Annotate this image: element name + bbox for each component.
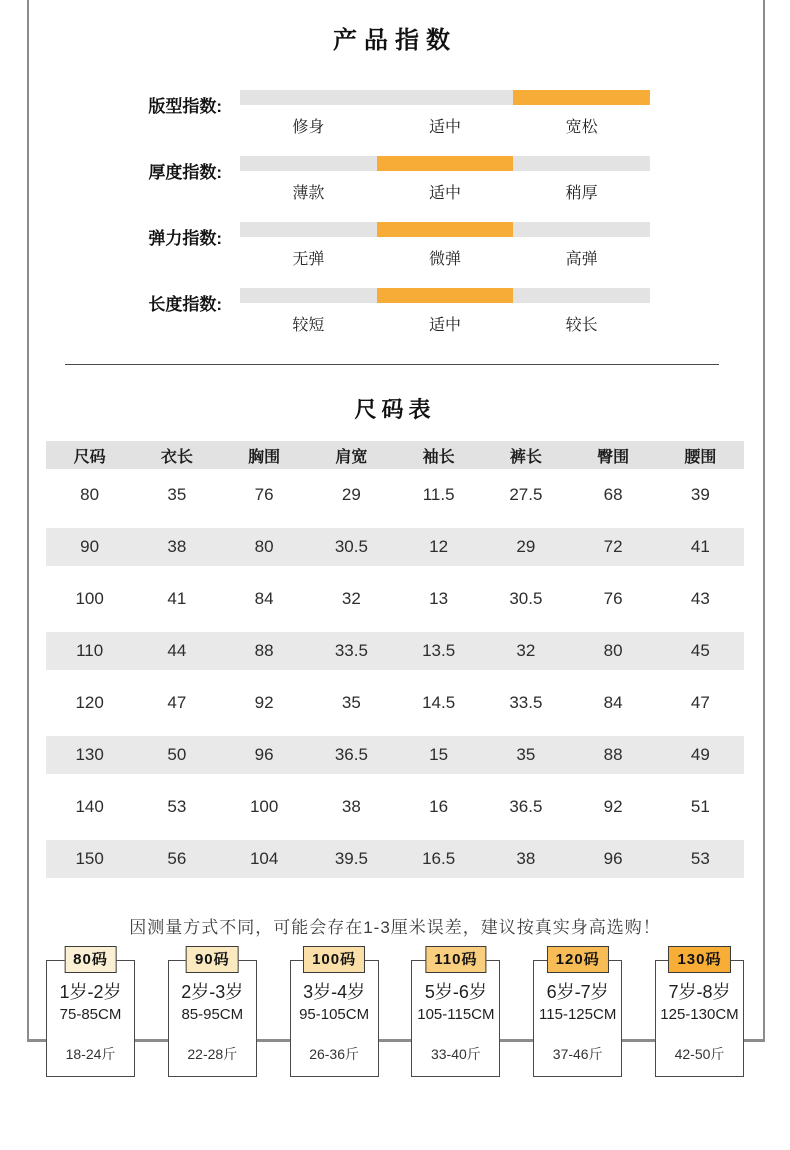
table-row bbox=[46, 677, 744, 729]
bar-segment bbox=[513, 288, 650, 303]
size-cards bbox=[46, 946, 744, 1077]
table-cell: 29 bbox=[341, 485, 361, 504]
table-cell: 68 bbox=[603, 485, 623, 504]
table-cell: 35 bbox=[516, 745, 536, 764]
card-size-tag: 90码 bbox=[186, 946, 239, 973]
table-cell: 80 bbox=[254, 537, 274, 556]
table-cell: 44 bbox=[167, 641, 187, 660]
bar-segment bbox=[377, 222, 514, 237]
indicator-option: 高弹 bbox=[565, 251, 598, 268]
card-height-range: 105-115CM bbox=[417, 1006, 495, 1023]
table-row bbox=[46, 833, 744, 885]
table-cell: 41 bbox=[167, 589, 187, 608]
indicator-option: 宽松 bbox=[565, 119, 598, 136]
table-row bbox=[46, 625, 744, 677]
table-cell: 14.5 bbox=[422, 693, 456, 712]
table-cell: 36.5 bbox=[334, 745, 368, 764]
table-cell: 56 bbox=[167, 849, 187, 868]
table-cell: 30.5 bbox=[509, 589, 543, 608]
table-cell: 13.5 bbox=[422, 641, 456, 660]
header-cell: 尺码 bbox=[73, 448, 106, 466]
bar-segment bbox=[240, 156, 377, 171]
card-height-range: 75-85CM bbox=[59, 1006, 122, 1023]
table-cell: 38 bbox=[167, 537, 187, 556]
indicator-options bbox=[240, 114, 650, 137]
indicator-option: 无弹 bbox=[292, 251, 325, 268]
table-cell: 84 bbox=[254, 589, 274, 608]
table-cell: 150 bbox=[75, 849, 104, 868]
card-size-tag: 130码 bbox=[668, 946, 730, 973]
table-cell: 15 bbox=[429, 745, 449, 764]
table-cell: 80 bbox=[80, 485, 100, 504]
table-cell: 72 bbox=[603, 537, 623, 556]
table-cell: 76 bbox=[254, 485, 274, 504]
card-weight-range: 33-40斤 bbox=[430, 1046, 481, 1062]
bar-segment bbox=[377, 90, 514, 105]
size-card-110 bbox=[411, 946, 500, 1077]
table-cell: 12 bbox=[429, 537, 449, 556]
table-header-row bbox=[46, 441, 744, 469]
table-cell: 32 bbox=[516, 641, 536, 660]
table-cell: 41 bbox=[690, 537, 710, 556]
card-weight-range: 26-36斤 bbox=[309, 1046, 359, 1062]
table-cell: 30.5 bbox=[334, 537, 368, 556]
indicator-option: 较短 bbox=[292, 317, 325, 334]
indicator-bar bbox=[240, 156, 650, 171]
table-cell: 53 bbox=[690, 849, 710, 868]
table-cell: 33.5 bbox=[334, 641, 368, 660]
bar-segment bbox=[240, 288, 377, 303]
table-cell: 120 bbox=[75, 693, 104, 712]
card-height-range: 125-130CM bbox=[660, 1006, 739, 1023]
bar-segment bbox=[513, 222, 650, 237]
page-title: 产品指数 bbox=[333, 27, 457, 54]
card-size-tag: 110码 bbox=[425, 946, 486, 973]
table-row bbox=[46, 521, 744, 573]
bar-segment bbox=[240, 222, 377, 237]
table-row bbox=[46, 469, 744, 521]
table-cell: 47 bbox=[167, 693, 187, 712]
card-age-range: 6岁-7岁 bbox=[546, 982, 609, 1002]
indicator-option: 修身 bbox=[292, 119, 325, 136]
indicator-row-thickness bbox=[0, 156, 790, 206]
size-card-100 bbox=[290, 946, 379, 1077]
card-size-tag: 100码 bbox=[303, 946, 365, 973]
indicator-label: 版型指数: bbox=[148, 97, 222, 116]
indicator-label: 弹力指数: bbox=[148, 229, 222, 248]
header-cell: 衣长 bbox=[160, 448, 193, 466]
card-box bbox=[533, 960, 622, 1077]
indicator-option: 微弹 bbox=[429, 251, 462, 268]
table-cell: 130 bbox=[75, 745, 104, 764]
table-cell: 110 bbox=[76, 641, 104, 660]
table-cell: 13 bbox=[429, 589, 449, 608]
card-weight-range: 22-28斤 bbox=[187, 1046, 238, 1062]
table-cell: 92 bbox=[254, 693, 274, 712]
size-card-80 bbox=[46, 946, 135, 1077]
bar-segment bbox=[377, 156, 514, 171]
size-card-130 bbox=[655, 946, 744, 1077]
indicator-row-length bbox=[0, 288, 790, 338]
table-cell: 140 bbox=[75, 797, 104, 816]
size-table bbox=[46, 441, 744, 885]
card-age-range: 5岁-6岁 bbox=[424, 982, 487, 1002]
table-cell: 49 bbox=[690, 745, 710, 764]
table-cell: 47 bbox=[690, 693, 710, 712]
header-cell: 腰围 bbox=[684, 448, 717, 466]
card-weight-range: 18-24斤 bbox=[65, 1046, 116, 1062]
indicator-option: 薄款 bbox=[292, 185, 325, 202]
indicator-row-fit bbox=[0, 90, 790, 140]
table-cell: 100 bbox=[249, 797, 279, 816]
table-cell: 43 bbox=[690, 589, 710, 608]
table-cell: 84 bbox=[603, 693, 623, 712]
card-age-range: 3岁-4岁 bbox=[303, 982, 366, 1002]
indicator-row-elasticity bbox=[0, 222, 790, 272]
header-cell: 肩宽 bbox=[335, 448, 368, 466]
card-box bbox=[290, 960, 379, 1077]
card-size-tag: 120码 bbox=[547, 946, 609, 973]
card-box bbox=[168, 960, 257, 1077]
card-age-range: 1岁-2岁 bbox=[59, 982, 122, 1002]
indicator-bar bbox=[240, 90, 650, 105]
table-cell: 16.5 bbox=[422, 849, 456, 868]
table-cell: 51 bbox=[690, 797, 710, 816]
indicator-option: 适中 bbox=[429, 185, 462, 202]
indicator-option: 适中 bbox=[429, 119, 462, 136]
table-cell: 76 bbox=[603, 589, 623, 608]
table-row bbox=[46, 573, 744, 625]
indicator-bar bbox=[240, 222, 650, 237]
table-row bbox=[46, 729, 744, 781]
card-size-tag: 80码 bbox=[64, 946, 117, 973]
indicator-option: 稍厚 bbox=[565, 185, 598, 202]
card-height-range: 85-95CM bbox=[181, 1006, 244, 1023]
table-cell: 45 bbox=[690, 641, 710, 660]
card-weight-range: 42-50斤 bbox=[674, 1046, 725, 1062]
card-weight-range: 37-46斤 bbox=[552, 1046, 603, 1062]
table-cell: 96 bbox=[254, 745, 274, 764]
header-cell: 臀围 bbox=[597, 448, 630, 466]
bar-segment bbox=[513, 90, 650, 105]
table-cell: 39 bbox=[690, 485, 710, 504]
table-cell: 35 bbox=[341, 693, 361, 712]
table-cell: 88 bbox=[603, 745, 623, 764]
indicator-options bbox=[240, 180, 650, 203]
measurement-note: 因测量方式不同，可能会存在1-3厘米误差，建议按真实身高选购！ bbox=[129, 918, 661, 937]
table-cell: 100 bbox=[75, 589, 104, 608]
table-cell: 29 bbox=[516, 537, 536, 556]
indicator-label: 厚度指数: bbox=[148, 163, 222, 182]
size-card-120 bbox=[533, 946, 622, 1077]
size-chart-title: 尺码表 bbox=[354, 397, 436, 422]
bar-segment bbox=[240, 90, 377, 105]
table-cell: 38 bbox=[516, 849, 536, 868]
indicator-bar bbox=[240, 288, 650, 303]
card-box bbox=[411, 960, 500, 1077]
indicator-option: 适中 bbox=[429, 317, 462, 334]
table-cell: 32 bbox=[341, 589, 361, 608]
table-cell: 35 bbox=[167, 485, 187, 504]
bar-segment bbox=[377, 288, 514, 303]
table-cell: 33.5 bbox=[509, 693, 543, 712]
header-cell: 袖长 bbox=[422, 448, 455, 466]
table-cell: 53 bbox=[167, 797, 187, 816]
table-cell: 11.5 bbox=[422, 485, 455, 504]
table-cell: 92 bbox=[603, 797, 623, 816]
indicator-label: 长度指数: bbox=[148, 295, 222, 314]
indicator-options bbox=[240, 246, 650, 269]
card-box bbox=[655, 960, 744, 1077]
indicator-options bbox=[240, 312, 650, 335]
card-age-range: 7岁-8岁 bbox=[668, 982, 731, 1002]
table-cell: 90 bbox=[80, 537, 100, 556]
table-cell: 88 bbox=[254, 641, 274, 660]
table-cell: 80 bbox=[603, 641, 623, 660]
size-card-90 bbox=[168, 946, 257, 1077]
table-cell: 38 bbox=[341, 797, 361, 816]
card-height-range: 115-125CM bbox=[539, 1006, 617, 1023]
card-box bbox=[46, 960, 135, 1077]
bar-segment bbox=[513, 156, 650, 171]
header-cell: 胸围 bbox=[248, 448, 281, 466]
table-cell: 104 bbox=[249, 849, 279, 868]
table-cell: 39.5 bbox=[334, 849, 368, 868]
table-cell: 50 bbox=[167, 745, 187, 764]
header-cell: 裤长 bbox=[509, 448, 542, 466]
table-cell: 27.5 bbox=[509, 485, 543, 504]
card-height-range: 95-105CM bbox=[299, 1006, 370, 1023]
table-cell: 16 bbox=[429, 797, 449, 816]
section-divider bbox=[65, 364, 719, 365]
table-cell: 96 bbox=[603, 849, 623, 868]
table-cell: 36.5 bbox=[509, 797, 543, 816]
card-age-range: 2岁-3岁 bbox=[181, 982, 244, 1002]
indicator-option: 较长 bbox=[565, 317, 598, 334]
table-row bbox=[46, 781, 744, 833]
